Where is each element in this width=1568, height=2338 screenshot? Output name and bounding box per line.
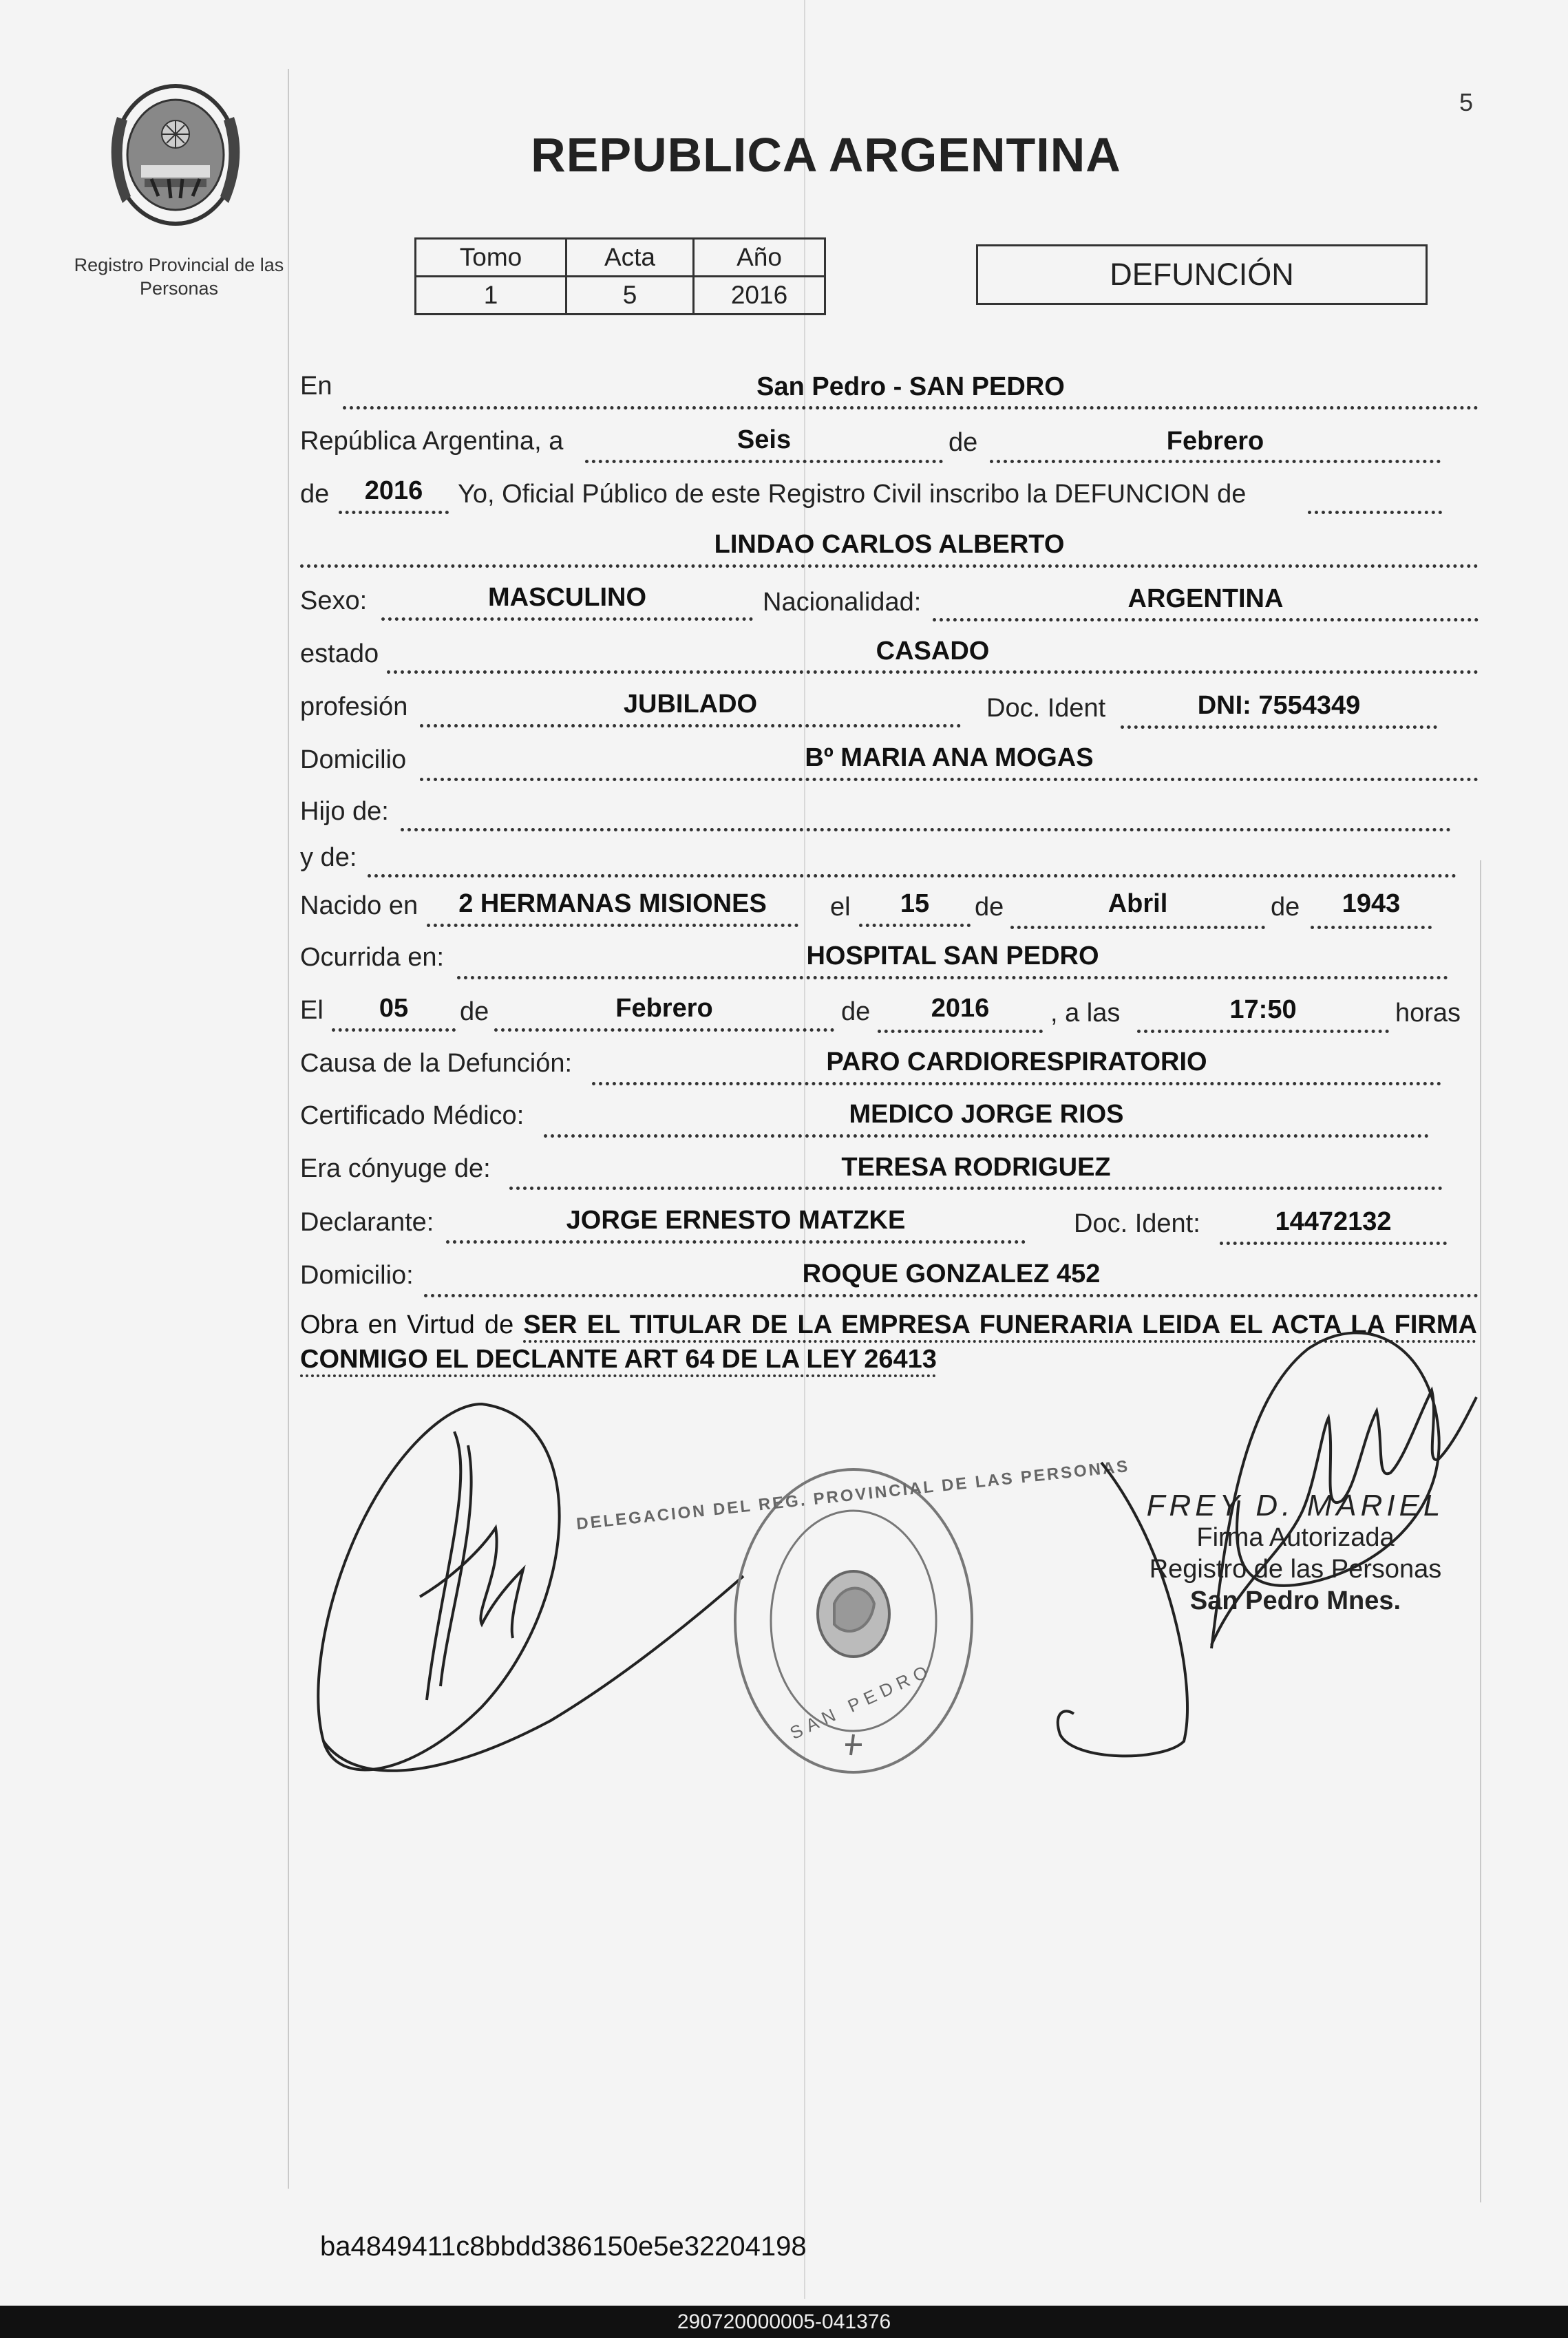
page-number: 5 xyxy=(1459,88,1474,116)
certificado-value: MEDICO JORGE RIOS xyxy=(849,1100,1124,1129)
doc-ident-value: DNI: 7554349 xyxy=(1197,691,1361,720)
el2-label: El xyxy=(300,996,324,1025)
en-value: San Pedro - SAN PEDRO xyxy=(756,372,1065,401)
causa-label: Causa de la Defunción: xyxy=(300,1049,573,1078)
declarante-value: JORGE ERNESTO MATZKE xyxy=(566,1206,906,1235)
footer-code: 290720000005-041376 xyxy=(677,2310,891,2333)
yde-label: y de: xyxy=(300,843,357,872)
republica-label: República Argentina, a xyxy=(300,427,564,456)
ocurrida-value: HOSPITAL SAN PEDRO xyxy=(806,942,1099,970)
fall-de1-label: de xyxy=(460,997,489,1026)
fall-de2-label: de xyxy=(841,997,871,1026)
sexo-value: MASCULINO xyxy=(487,583,647,612)
estado-value: CASADO xyxy=(876,637,990,666)
obra-value: SER EL TITULAR DE LA EMPRESA FUNERARIA LEIDA EL ACTA LA FIRMA CONMIGO EL DECLANTE ART 64 DE LA LEY 26413 xyxy=(300,1310,1477,1374)
horas-label: horas xyxy=(1395,999,1461,1028)
dia-value: Seis xyxy=(737,425,792,454)
causa-value: PARO CARDIORESPIRATORIO xyxy=(826,1048,1207,1076)
document-hash: ba4849411c8bbdd386150e5e32204198 xyxy=(320,2231,807,2262)
nombre-value: LINDAO CARLOS ALBERTO xyxy=(714,530,1065,559)
decl-domicilio-label: Domicilio: xyxy=(300,1261,414,1290)
fall-dia-value: 05 xyxy=(379,994,409,1023)
ocurrida-label: Ocurrida en: xyxy=(300,943,445,972)
nac-de1-label: de xyxy=(975,893,1004,922)
declarant-signature-icon xyxy=(318,1404,743,1771)
estado-label: estado xyxy=(300,639,379,668)
mes-value: Febrero xyxy=(1166,427,1264,456)
declarante-label: Declarante: xyxy=(300,1208,434,1237)
en-label: En xyxy=(300,372,332,401)
document-title: REPUBLICA ARGENTINA xyxy=(531,128,1121,182)
record-header-acta: Acta xyxy=(566,239,694,277)
round-seal-text: DELEGACION DEL REG. PROVINCIAL DE LAS PERSONAS xyxy=(575,1456,1131,1534)
domicilio-label: Domicilio xyxy=(300,745,407,774)
nacionalidad-value: ARGENTINA xyxy=(1127,584,1284,613)
profesion-value: JUBILADO xyxy=(623,690,758,719)
official-stamp-office: Registro de las Personas xyxy=(1149,1555,1442,1584)
record-header-anio: Año xyxy=(694,239,825,277)
profesion-label: profesión xyxy=(300,692,408,721)
footer-bar xyxy=(0,2306,1568,2338)
nac-de2-label: de xyxy=(1271,893,1300,922)
record-value-acta: 5 xyxy=(566,277,694,315)
official-stamp xyxy=(1103,1490,1488,1617)
official-stamp-name: FREY D. MARIEL xyxy=(1146,1489,1445,1522)
record-value-anio: 2016 xyxy=(694,277,825,315)
nacionalidad-label: Nacionalidad: xyxy=(763,588,922,617)
domicilio-value: Bº MARIA ANA MOGAS xyxy=(805,743,1094,772)
delegation-round-seal-icon xyxy=(735,1469,972,1772)
nacido-label: Nacido en xyxy=(300,891,419,920)
de-label: de xyxy=(949,428,978,457)
sexo-label: Sexo: xyxy=(300,586,368,615)
de2-label: de xyxy=(300,480,330,509)
nac-dia-value: 15 xyxy=(900,889,930,918)
fall-anio-value: 2016 xyxy=(931,994,990,1023)
official-stamp-place: San Pedro Mnes. xyxy=(1189,1586,1401,1615)
obra-label: Obra en Virtud de xyxy=(300,1310,514,1339)
fall-mes-value: Febrero xyxy=(615,994,713,1023)
certificado-label: Certificado Médico: xyxy=(300,1101,525,1130)
record-header-tomo: Tomo xyxy=(416,239,566,277)
record-value-tomo: 1 xyxy=(416,277,566,315)
hora-value: 17:50 xyxy=(1229,995,1297,1024)
round-seal-place: SAN PEDRO xyxy=(786,1659,936,1744)
el-label: el xyxy=(830,893,851,922)
alas-label: , a las xyxy=(1050,999,1121,1028)
nac-anio-value: 1943 xyxy=(1342,889,1401,918)
nacido-value: 2 HERMANAS MISIONES xyxy=(458,889,767,918)
anio-value: 2016 xyxy=(364,476,423,505)
conyuge-label: Era cónyuge de: xyxy=(300,1154,491,1183)
conyuge-value: TERESA RODRIGUEZ xyxy=(841,1153,1111,1182)
hijo-label: Hijo de: xyxy=(300,797,389,826)
decl-doc-label: Doc. Ident: xyxy=(1074,1209,1200,1238)
issuer-label: Registro Provincial de las Personas xyxy=(74,255,284,299)
decl-domicilio-value: ROQUE GONZALEZ 452 xyxy=(802,1260,1101,1288)
decl-doc-value: 14472132 xyxy=(1275,1207,1392,1236)
official-stamp-role: Firma Autorizada xyxy=(1196,1523,1395,1552)
doc-ident-label: Doc. Ident xyxy=(986,694,1106,723)
nac-mes-value: Abril xyxy=(1108,889,1168,918)
oficial-text: Yo, Oficial Público de este Registro Civil inscribo la DEFUNCION de xyxy=(458,480,1247,509)
document-type-box: DEFUNCIÓN xyxy=(976,244,1428,305)
